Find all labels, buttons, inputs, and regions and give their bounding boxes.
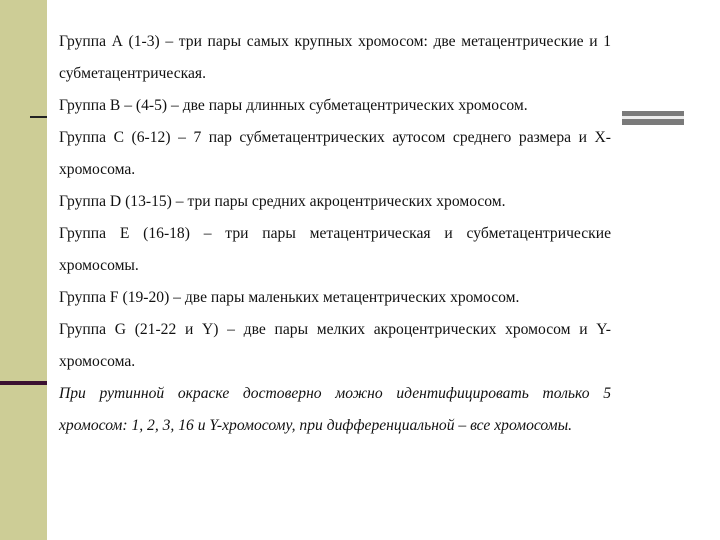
left-tick-line xyxy=(30,116,47,118)
left-accent-rule xyxy=(0,381,47,385)
left-sidebar-band xyxy=(0,0,47,540)
paragraph-group-g: Группа G (21-22 и Y) – две пары мелких акроцентрических хромосом и Y-хромосома. xyxy=(59,321,611,370)
paragraph-group-c: Группа C (6-12) – 7 пар субметацентрических аутосом среднего размера и X-хромосома. xyxy=(59,129,611,178)
paragraph-group-e: Группа E (16-18) – три пары метацентрическая и субметацентрические хромосомы. xyxy=(59,225,611,274)
paragraph-group-a: Группа А (1-3) – три пары самых крупных хромосом: две метацентрические и 1 субметацентрическая. xyxy=(59,33,611,82)
right-accent-rule xyxy=(622,111,684,125)
paragraph-group-f: Группа F (19-20) – две пары маленьких метацентрических хромосом. xyxy=(59,289,520,306)
staining-note: При рутинной окраске достоверно можно идентифицировать только 5 хромосом: 1, 2, 3, 16 и Y-хромосому, при дифференциальной – все хромосомы. xyxy=(59,385,611,434)
slide-text-body xyxy=(59,26,611,442)
paragraph-group-b: Группа B – (4-5) – две пары длинных субметацентрических хромосом. xyxy=(59,97,528,114)
paragraph-group-d: Группа D (13-15) – три пары средних акроцентрических хромосом. xyxy=(59,193,506,210)
